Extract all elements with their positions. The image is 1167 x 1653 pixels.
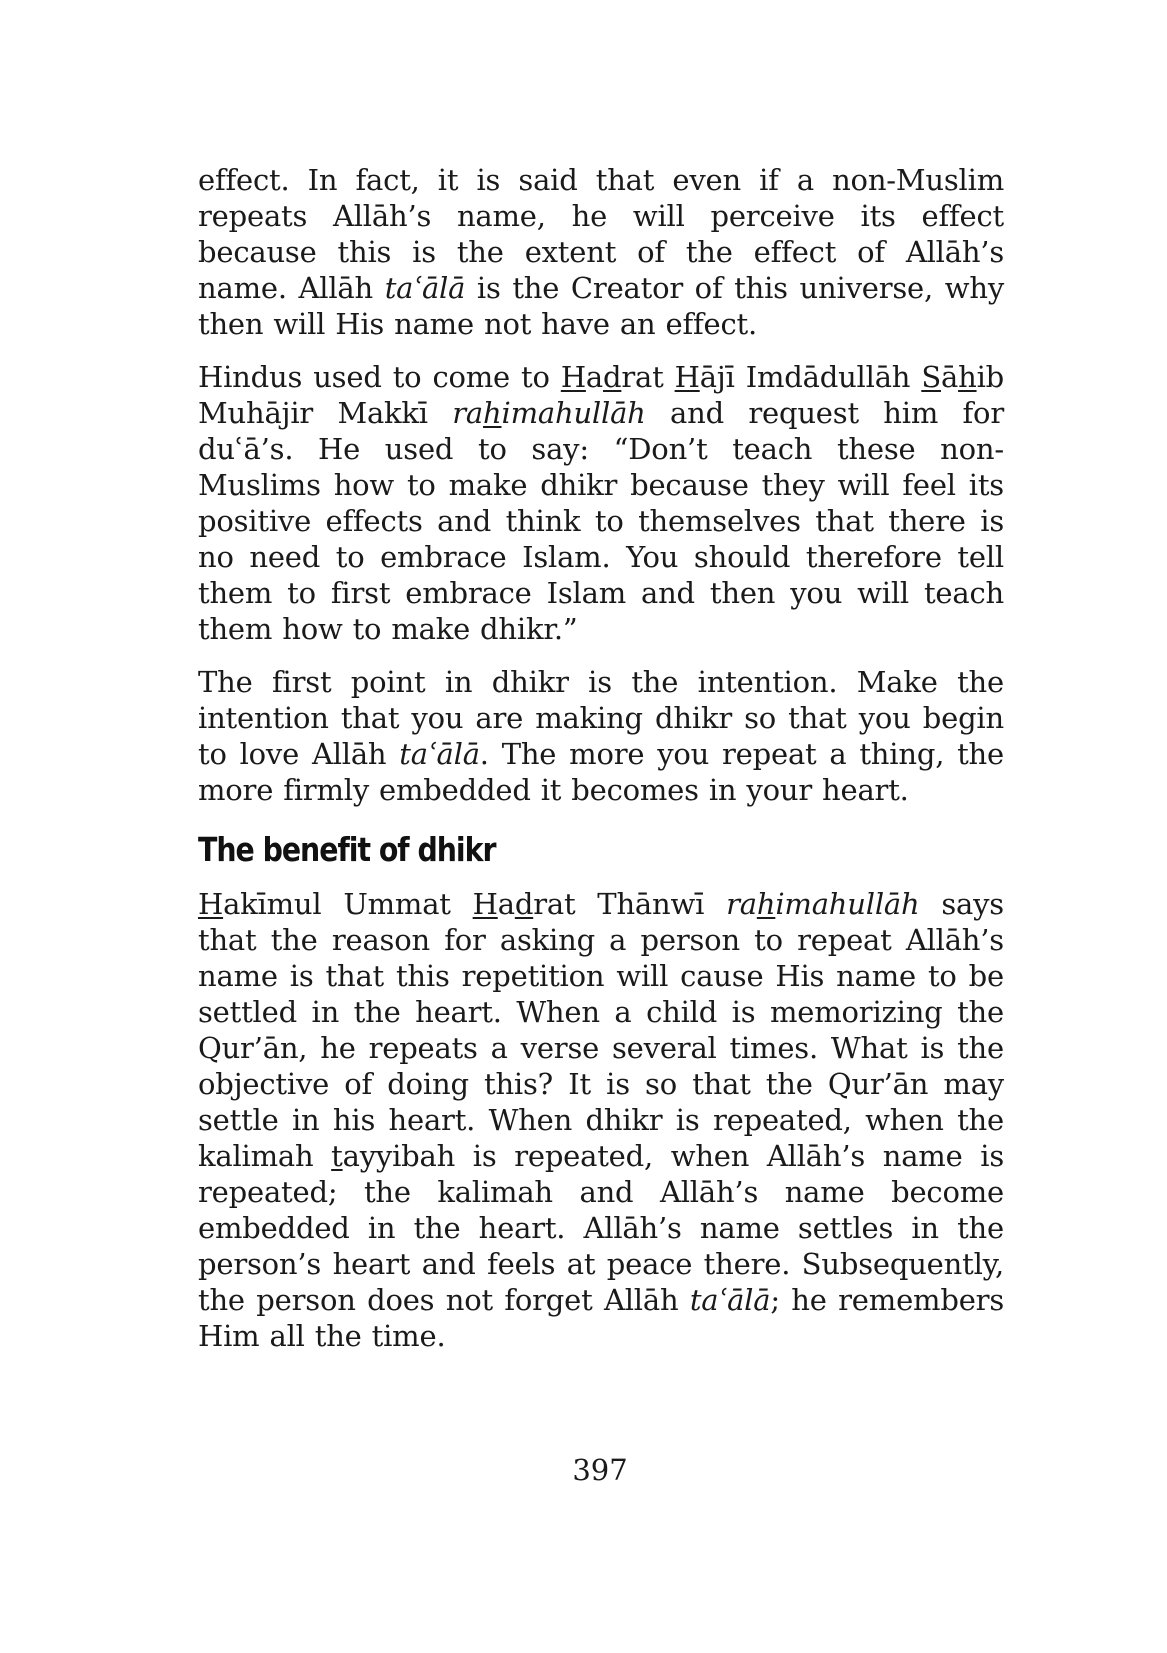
text-run: imahullāh bbox=[775, 887, 920, 921]
text-run: The first point in dhikr is the intention. Make the intention that you are making dhikr so that you begin to love Allāh bbox=[198, 665, 1004, 771]
underlined-letter: t bbox=[331, 1139, 343, 1173]
paragraph-1 bbox=[198, 162, 1004, 342]
underlined-letter: H bbox=[472, 887, 498, 921]
text-run: ājī Imdādullāh bbox=[699, 360, 922, 394]
underlined-letter: S bbox=[921, 360, 941, 394]
page-body bbox=[198, 162, 1004, 1371]
text-run: effect. In fact, it is said that even if a non-Muslim repeats Allāh’s name, he will perceive its effect because this is the extent of the effect of Allāh’s name. Allāh bbox=[198, 163, 1004, 305]
italic-term bbox=[452, 396, 645, 430]
text-run: says that the reason for asking a person to repeat Allāh’s name is that this repetition will cause His name to be settled in the heart. When a child is memorizing the Qur’ān, he repeats a verse several times. What is the objective of doing this? It is so that the Qur’ān may settle in his heart. When dhikr is repeated, when the kalimah bbox=[198, 887, 1004, 1173]
underlined-letter: H bbox=[198, 887, 224, 921]
italic-term bbox=[726, 887, 919, 921]
text-run: rat bbox=[621, 360, 675, 394]
italic-term: taʿālā bbox=[689, 1283, 771, 1317]
text-run: and request him for duʿā’s. He used to say: “Don’t teach these non-Muslims how to make dhikr because they will feel its positive effects and think to themselves that there is no need to embrace Islam. You should therefore tell them to first embrace Islam and then you will teach them how to make dhikr.” bbox=[198, 396, 1004, 646]
italic-term: taʿālā bbox=[384, 271, 466, 305]
page-number: 397 bbox=[572, 1453, 628, 1487]
section-heading: The benefit of dhikr bbox=[198, 830, 496, 869]
text-run: ā bbox=[940, 360, 959, 394]
paragraph-4 bbox=[198, 886, 1004, 1354]
text-run: a bbox=[497, 887, 515, 921]
paragraph-2 bbox=[198, 359, 1004, 647]
text-run: rat Thānwī bbox=[533, 887, 727, 921]
italic-term: taʿālā bbox=[399, 737, 480, 771]
text-run: imahullāh bbox=[501, 396, 646, 430]
text-run: is the Creator of this universe, why then will His name not have an effect. bbox=[198, 271, 1005, 341]
text-run: ra bbox=[726, 887, 757, 921]
underlined-letter: h bbox=[756, 887, 776, 921]
text-run: . The more you repeat a thing, the more firmly embedded it becomes in your heart. bbox=[198, 737, 1004, 807]
text-run: ib Muhājir Makkī bbox=[198, 360, 1005, 430]
text-run: Hindus used to come to bbox=[198, 360, 561, 394]
text-run: ra bbox=[452, 396, 484, 430]
underlined-letter: d bbox=[514, 887, 534, 921]
underlined-letter: H bbox=[674, 360, 700, 394]
underlined-letter: d bbox=[603, 360, 622, 394]
text-run: a bbox=[585, 360, 603, 394]
underlined-letter: h bbox=[958, 360, 977, 394]
text-run: akīmul Ummat bbox=[223, 887, 473, 921]
paragraph-3 bbox=[198, 664, 1004, 808]
underlined-letter: h bbox=[483, 396, 502, 430]
text-run: ayyibah is repeated, when Allāh’s name is repeated; the kalimah and Allāh’s name become embedded in the heart. Allāh’s name settles in the person’s heart and feels at peace there. Subsequently, the person does not forget Allāh bbox=[198, 1139, 1005, 1317]
text-run: ; he remembers Him all the time. bbox=[198, 1283, 1004, 1353]
underlined-letter: H bbox=[560, 360, 586, 394]
